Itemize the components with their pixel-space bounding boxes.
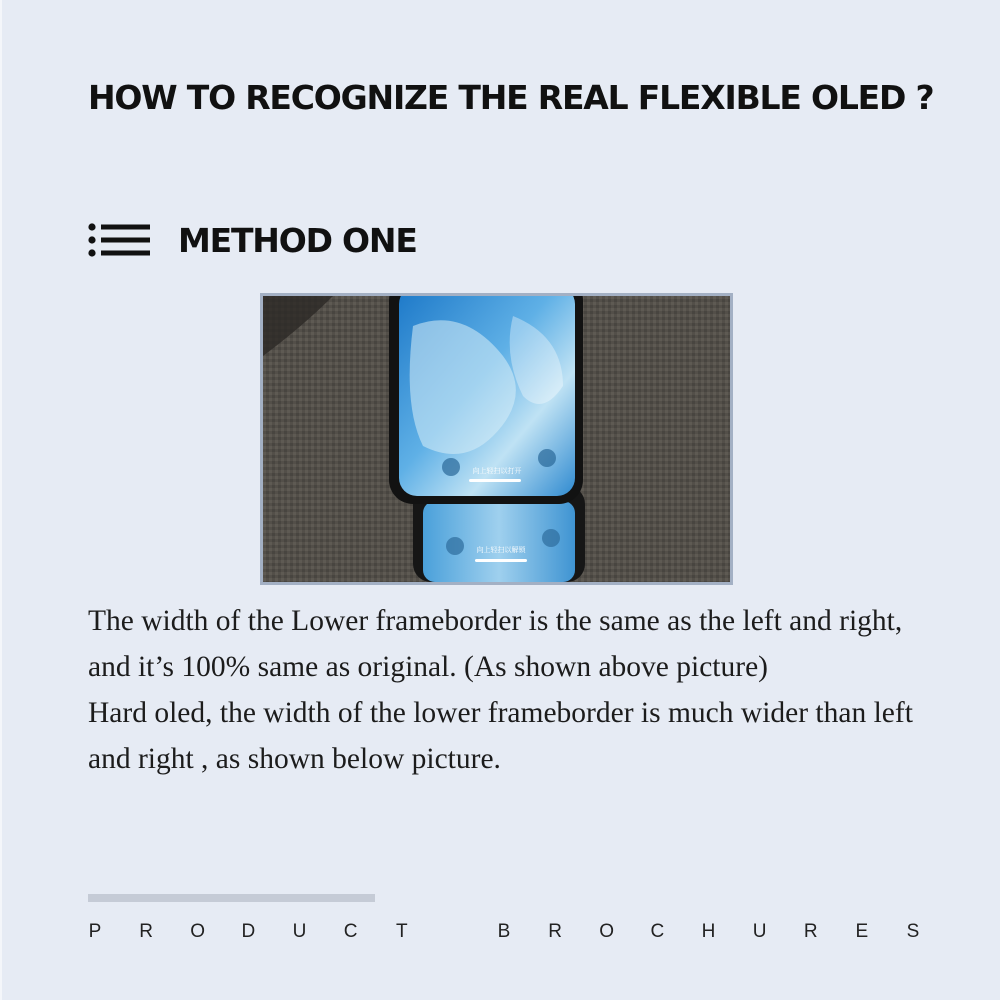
footer-letter: D (241, 921, 256, 942)
footer-divider (88, 894, 375, 902)
footer-letter: U (752, 921, 767, 942)
footer-letter: T (395, 921, 408, 942)
footer-letter: S (906, 921, 920, 942)
list-icon (88, 222, 152, 258)
footer-letter: R (548, 921, 562, 942)
footer-letter: O (190, 921, 206, 942)
description-paragraph-1: The width of the Lower frameborder is the same as the left and right, and it’s 100% same as original. (As shown above picture) (88, 605, 903, 683)
footer-letter: P (88, 921, 102, 942)
footer-letter: C (650, 921, 665, 942)
page-title: HOW TO RECOGNIZE THE REAL FLEXIBLE OLED ? (88, 78, 934, 117)
footer-letter: R (803, 921, 818, 942)
footer-letter: B (497, 921, 511, 942)
footer-letter: R (139, 921, 153, 942)
description-text (88, 598, 928, 782)
footer-letter: H (701, 921, 716, 942)
footer-letter: O (599, 921, 615, 942)
description-paragraph-2: Hard oled, the width of the lower frameborder is much wider than left and right , as shown below picture. (88, 697, 913, 775)
section-header (88, 218, 417, 262)
lower-phone-caption: 向上轻扫以解锁 (476, 546, 526, 554)
footer-letter: U (292, 921, 307, 942)
footer-brand (88, 921, 920, 943)
section-title: METHOD ONE (178, 220, 417, 260)
footer-letter: C (343, 921, 358, 942)
upper-phone-caption: 向上轻扫以打开 (472, 467, 522, 475)
footer-letter: E (855, 921, 869, 942)
footer-letter (446, 921, 460, 943)
phone-comparison-photo (260, 293, 733, 585)
